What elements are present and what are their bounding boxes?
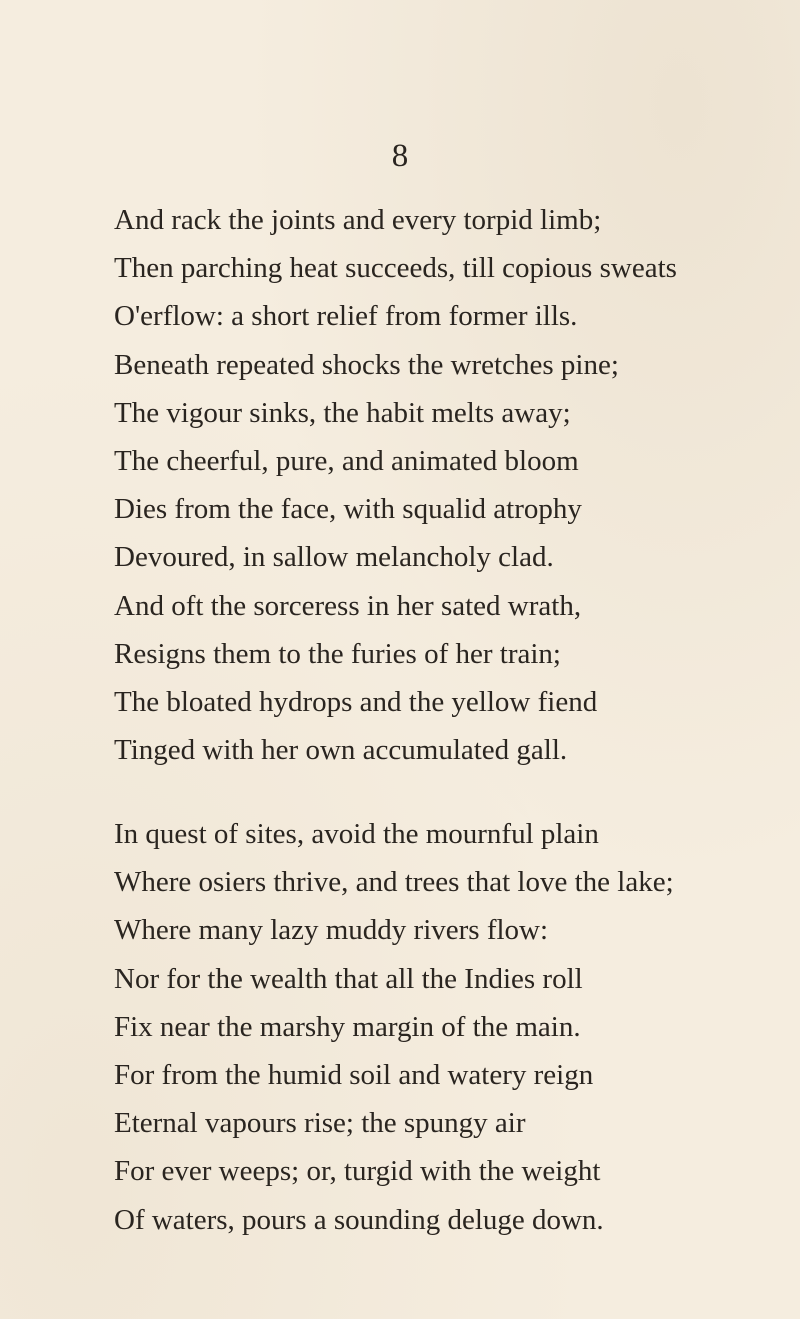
verse-line: Tinged with her own accumulated gall. xyxy=(114,734,568,767)
verse-line: Beneath repeated shocks the wretches pine; xyxy=(114,348,619,381)
verse-line: Fix near the marshy margin of the main. xyxy=(114,1010,581,1043)
verse-line: Devoured, in sallow melancholy clad. xyxy=(114,541,554,574)
verse-line: For ever weeps; or, turgid with the weight xyxy=(114,1155,601,1188)
verse-line: Then parching heat succeeds, till copious sweats xyxy=(114,252,677,285)
stanza-2 xyxy=(114,810,794,1244)
page-number: 8 xyxy=(391,138,409,174)
verse-line: And rack the joints and every torpid limb; xyxy=(114,204,602,236)
verse-line: In quest of sites, avoid the mournful plain xyxy=(114,818,599,850)
stanza-1 xyxy=(114,196,794,774)
verse-line: Where many lazy muddy rivers flow: xyxy=(114,914,549,947)
verse-line: For from the humid soil and watery reign xyxy=(114,1059,594,1092)
verse-line: The cheerful, pure, and animated bloom xyxy=(114,445,579,478)
verse-line: Nor for the wealth that all the Indies roll xyxy=(114,962,583,995)
verse-line: Of waters, pours a sounding deluge down. xyxy=(114,1203,604,1236)
verse-line: Resigns them to the furies of her train; xyxy=(114,637,561,670)
verse-line: Where osiers thrive, and trees that love the lake; xyxy=(114,866,674,899)
verse-line: The bloated hydrops and the yellow fiend xyxy=(114,686,598,719)
verse-line: And oft the sorceress in her sated wrath, xyxy=(114,589,582,622)
verse-line: Eternal vapours rise; the spungy air xyxy=(114,1107,526,1140)
verse-line: The vigour sinks, the habit melts away; xyxy=(114,396,571,429)
verse-line: Dies from the face, with squalid atrophy xyxy=(114,493,582,526)
verse-line: O'erflow: a short relief from former ills. xyxy=(114,300,578,333)
